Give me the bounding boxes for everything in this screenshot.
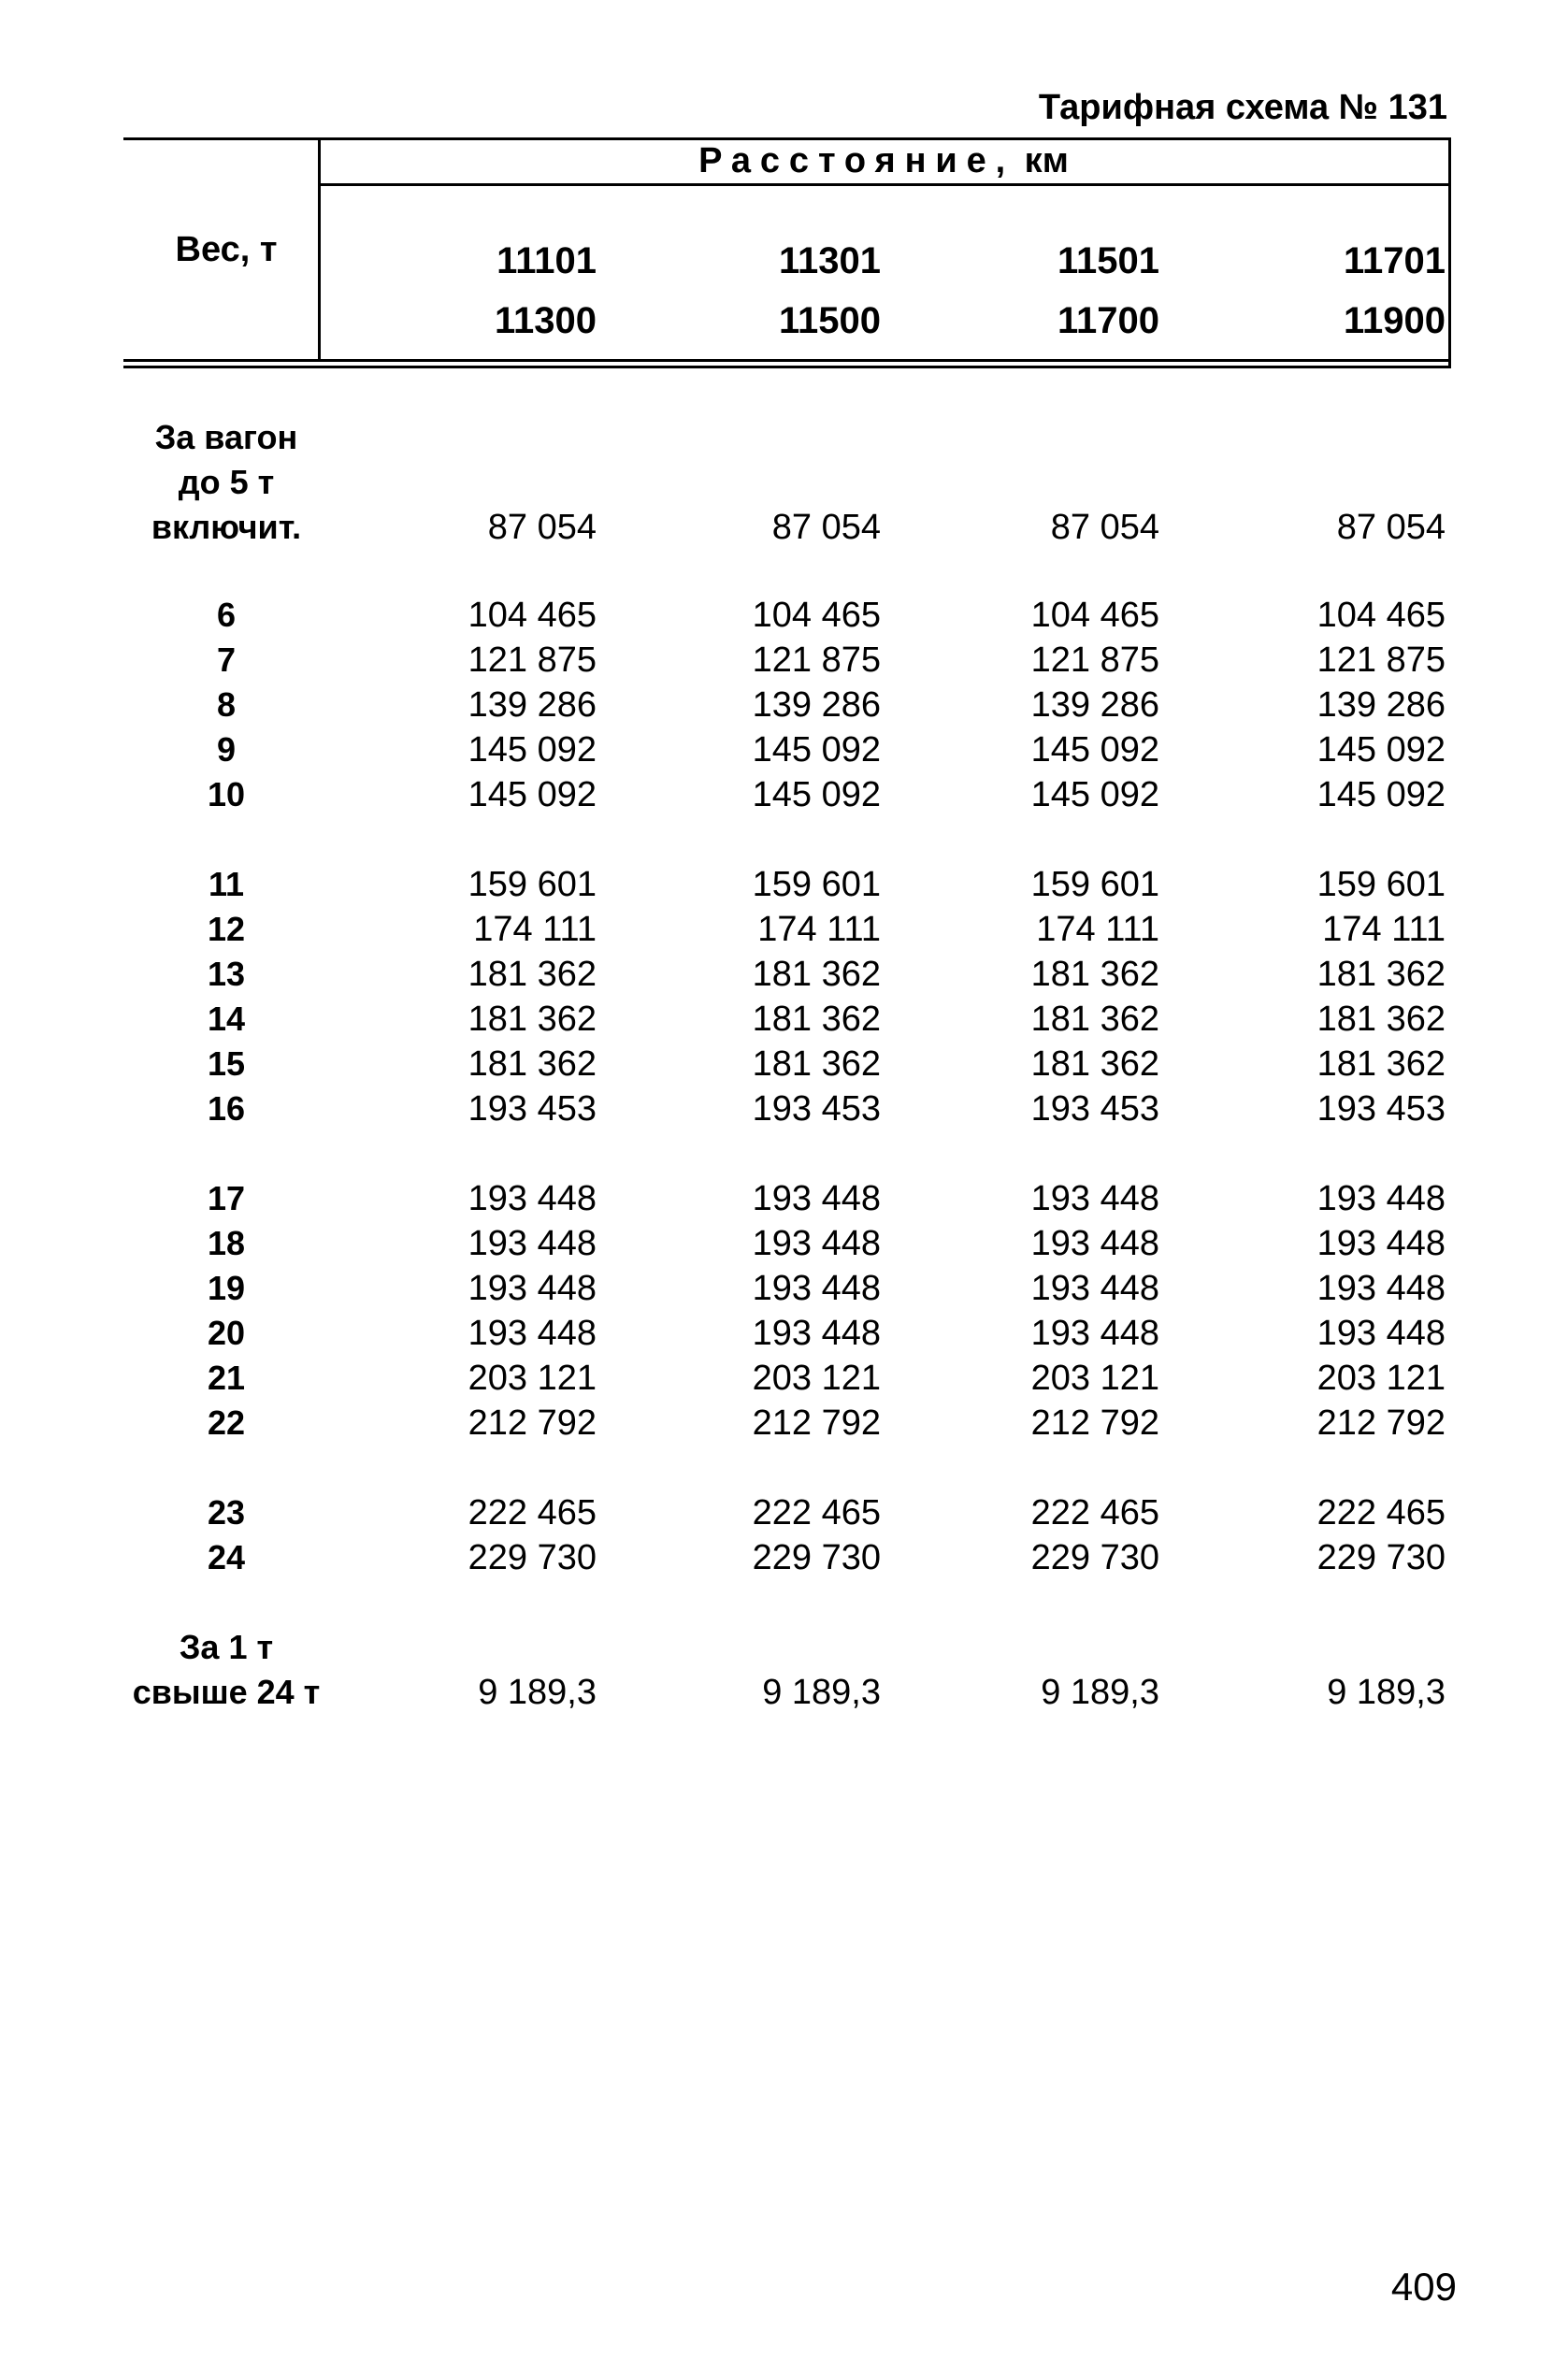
tariff-cell: 229 730 — [1030, 1538, 1159, 1577]
tariff-cell: 203 121 — [1316, 1359, 1446, 1398]
tariff-cell: 104 465 — [468, 596, 597, 635]
tariff-cell: 193 448 — [1316, 1224, 1446, 1263]
tariff-cell: 87 054 — [1050, 508, 1159, 547]
row-weight-label-line: 23 — [207, 1493, 246, 1532]
row-weight-label-line: 6 — [216, 596, 237, 634]
row-weight-label-line: включит. — [151, 508, 302, 546]
tariff-cell: 181 362 — [1316, 1044, 1446, 1084]
distance-range-header — [860, 231, 1159, 351]
tariff-cell: 181 362 — [752, 955, 881, 994]
row-weight-label-line: 19 — [207, 1269, 246, 1307]
tariff-cell: 121 875 — [752, 640, 881, 680]
page-number: 409 — [1390, 2265, 1457, 2309]
tariff-cell: 145 092 — [752, 775, 881, 814]
tariff-cell: 222 465 — [468, 1493, 597, 1532]
tariff-cell: 145 092 — [1030, 775, 1159, 814]
tariff-cell: 193 448 — [752, 1269, 881, 1308]
tariff-cell: 9 189,3 — [762, 1673, 881, 1712]
distance-range-from: 11501 — [1057, 240, 1159, 281]
tariff-cell: 121 875 — [1316, 640, 1446, 680]
row-weight-label-line: 9 — [216, 730, 237, 769]
distance-range-to: 11900 — [1343, 300, 1446, 341]
tariff-cell: 222 465 — [1316, 1493, 1446, 1532]
tariff-cell: 229 730 — [752, 1538, 881, 1577]
row-weight-label-line: 7 — [216, 640, 237, 679]
tariff-cell: 181 362 — [752, 1000, 881, 1039]
scheme-title: Тарифная схема № 131 — [1038, 88, 1447, 127]
row-weight-label-line: 20 — [207, 1314, 246, 1352]
row-weight-label-line: 15 — [207, 1044, 246, 1083]
row-weight-label-line: 22 — [207, 1403, 246, 1442]
row-weight-label-line: 13 — [207, 955, 246, 993]
tariff-cell: 193 453 — [468, 1089, 597, 1129]
tariff-cell: 193 448 — [1316, 1179, 1446, 1218]
header-bottom-rule-lower — [123, 366, 1451, 368]
tariff-cell: 193 453 — [1030, 1089, 1159, 1129]
tariff-cell: 193 448 — [1030, 1269, 1159, 1308]
tariff-cell: 181 362 — [468, 1044, 597, 1084]
tariff-cell: 174 111 — [1322, 910, 1446, 949]
tariff-cell: 181 362 — [1030, 955, 1159, 994]
tariff-cell: 145 092 — [1316, 730, 1446, 770]
tariff-cell: 193 448 — [1030, 1314, 1159, 1353]
tariff-cell: 139 286 — [1316, 685, 1446, 725]
tariff-cell: 9 189,3 — [1041, 1673, 1159, 1712]
distance-caption-word: Расстояние, — [698, 141, 1015, 180]
row-weight-label-line: 21 — [207, 1359, 246, 1397]
row-weight-label-line: 10 — [207, 775, 246, 813]
tariff-cell: 139 286 — [752, 685, 881, 725]
row-weight-label-line: 12 — [207, 910, 246, 948]
distance-range-from: 11301 — [778, 240, 881, 281]
tariff-cell: 121 875 — [1030, 640, 1159, 680]
tariff-cell: 87 054 — [1336, 508, 1446, 547]
tariff-cell: 193 448 — [468, 1269, 597, 1308]
tariff-cell: 193 448 — [752, 1179, 881, 1218]
row-weight-label-line: 24 — [207, 1538, 246, 1576]
tariff-cell: 212 792 — [752, 1403, 881, 1443]
tariff-cell: 9 189,3 — [478, 1673, 597, 1712]
tariff-cell: 193 448 — [468, 1314, 597, 1353]
tariff-cell: 104 465 — [1316, 596, 1446, 635]
tariff-cell: 145 092 — [1030, 730, 1159, 770]
tariff-cell: 145 092 — [1316, 775, 1446, 814]
row-weight-label-line: За 1 т — [179, 1628, 274, 1666]
tariff-cell: 159 601 — [1316, 865, 1446, 904]
tariff-cell: 193 448 — [1316, 1314, 1446, 1353]
header-top-rule — [123, 137, 1451, 140]
tariff-cell: 181 362 — [468, 1000, 597, 1039]
tariff-cell: 104 465 — [1030, 596, 1159, 635]
tariff-cell: 193 448 — [1316, 1269, 1446, 1308]
tariff-cell: 203 121 — [468, 1359, 597, 1398]
distance-range-to: 11300 — [494, 300, 597, 341]
tariff-cell: 229 730 — [468, 1538, 597, 1577]
tariff-cell: 174 111 — [757, 910, 881, 949]
tariff-cell: 121 875 — [468, 640, 597, 680]
distance-range-from: 11701 — [1343, 240, 1446, 281]
row-weight-label-line: За вагон — [154, 418, 298, 456]
tariff-cell: 174 111 — [473, 910, 597, 949]
tariff-cell: 193 448 — [1030, 1224, 1159, 1263]
tariff-cell: 159 601 — [1030, 865, 1159, 904]
tariff-cell: 203 121 — [1030, 1359, 1159, 1398]
tariff-cell: 145 092 — [468, 775, 597, 814]
tariff-cell: 145 092 — [752, 730, 881, 770]
tariff-cell: 181 362 — [1316, 1000, 1446, 1039]
tariff-cell: 193 448 — [468, 1179, 597, 1218]
row-weight-label-line: 17 — [207, 1179, 246, 1217]
distance-range-header — [582, 231, 881, 351]
tariff-cell: 139 286 — [468, 685, 597, 725]
tariff-cell: 229 730 — [1316, 1538, 1446, 1577]
tariff-cell: 193 453 — [1316, 1089, 1446, 1129]
tariff-cell: 104 465 — [752, 596, 881, 635]
tariff-cell: 181 362 — [1030, 1044, 1159, 1084]
distance-range-to: 11500 — [778, 300, 881, 341]
tariff-cell: 87 054 — [771, 508, 881, 547]
tariff-cell: 181 362 — [1316, 955, 1446, 994]
tariff-cell: 181 362 — [468, 955, 597, 994]
row-weight-label-line: 16 — [207, 1089, 246, 1128]
tariff-cell: 181 362 — [752, 1044, 881, 1084]
tariff-cell: 159 601 — [752, 865, 881, 904]
row-weight-label-line: 14 — [207, 1000, 246, 1038]
tariff-cell: 193 448 — [752, 1224, 881, 1263]
tariff-cell: 222 465 — [1030, 1493, 1159, 1532]
distance-caption — [318, 143, 1449, 179]
tariff-cell: 203 121 — [752, 1359, 881, 1398]
tariff-cell: 193 453 — [752, 1089, 881, 1129]
tariff-cell: 9 189,3 — [1327, 1673, 1446, 1712]
distance-range-header — [297, 231, 597, 351]
distance-range-header — [1146, 231, 1446, 351]
tariff-cell: 193 448 — [752, 1314, 881, 1353]
row-weight-label-line: до 5 т — [178, 463, 275, 501]
tariff-cell: 222 465 — [752, 1493, 881, 1532]
tariff-cell: 212 792 — [1316, 1403, 1446, 1443]
row-weight-label-line: 18 — [207, 1224, 246, 1262]
weight-column-header: Вес, т — [175, 230, 278, 269]
row-weight-label-line: свыше 24 т — [132, 1673, 321, 1711]
tariff-cell: 212 792 — [468, 1403, 597, 1443]
row-weight-label-line: 8 — [216, 685, 237, 724]
header-bottom-rule-upper — [123, 359, 1451, 362]
distance-caption-underline — [318, 183, 1451, 186]
row-weight-label-line: 11 — [208, 865, 245, 903]
tariff-cell: 139 286 — [1030, 685, 1159, 725]
tariff-cell: 159 601 — [468, 865, 597, 904]
tariff-cell: 193 448 — [468, 1224, 597, 1263]
tariff-cell: 174 111 — [1036, 910, 1159, 949]
tariff-cell: 212 792 — [1030, 1403, 1159, 1443]
tariff-cell: 193 448 — [1030, 1179, 1159, 1218]
tariff-cell: 145 092 — [468, 730, 597, 770]
distance-range-from: 11101 — [496, 240, 597, 281]
distance-range-to: 11700 — [1057, 300, 1159, 341]
tariff-cell: 181 362 — [1030, 1000, 1159, 1039]
distance-caption-unit: км — [1024, 141, 1069, 180]
tariff-cell: 87 054 — [487, 508, 597, 547]
